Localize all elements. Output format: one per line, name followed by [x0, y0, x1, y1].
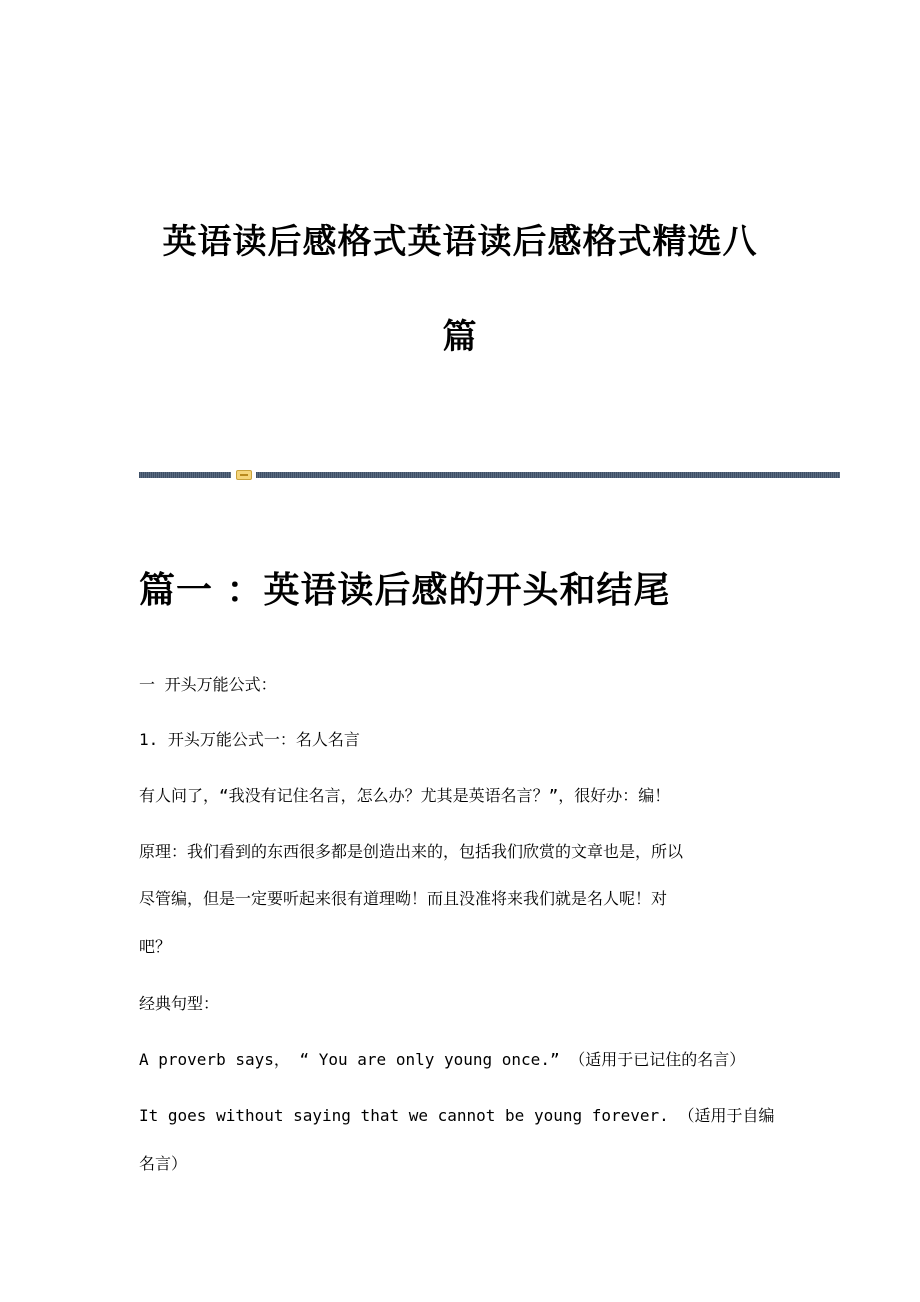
paragraph-example-1: A proverb says， “ You are only young once.” （适用于已记住的名言）: [139, 1050, 746, 1069]
document-title-line-1: 英语读后感格式英语读后感格式精选八: [162, 222, 758, 262]
paragraph-example-2-line-2: 名言）: [139, 1154, 188, 1173]
paragraph-formula-intro: 一 开头万能公式：: [139, 675, 277, 694]
paragraph-question: 有人问了，“我没有记住名言，怎么办？尤其是英语名言？”，很好办：编！: [139, 786, 671, 805]
divider-bar-right: [256, 472, 840, 478]
divider-bar-left: [139, 472, 231, 478]
paragraph-classic-patterns: 经典句型：: [139, 994, 220, 1013]
document-title-line-2: 篇: [442, 317, 478, 357]
section-heading: 篇一 ：英语读后感的开头和结尾: [139, 570, 671, 611]
paragraph-example-2-line-1: It goes without saying that we cannot be young forever. （适用于自编: [139, 1106, 775, 1125]
paragraph-principle-line-3: 吧？: [139, 937, 172, 956]
paragraph-principle-line-1: 原理：我们看到的东西很多都是创造出来的，包括我们欣赏的文章也是，所以: [139, 842, 684, 861]
paragraph-principle-line-2: 尽管编，但是一定要听起来很有道理呦！而且没准将来我们就是名人呢！对: [139, 889, 668, 908]
decorative-divider: [139, 470, 840, 480]
divider-emblem-icon: [236, 470, 252, 480]
paragraph-formula-one: 1. 开头万能公式一：名人名言: [139, 730, 360, 749]
